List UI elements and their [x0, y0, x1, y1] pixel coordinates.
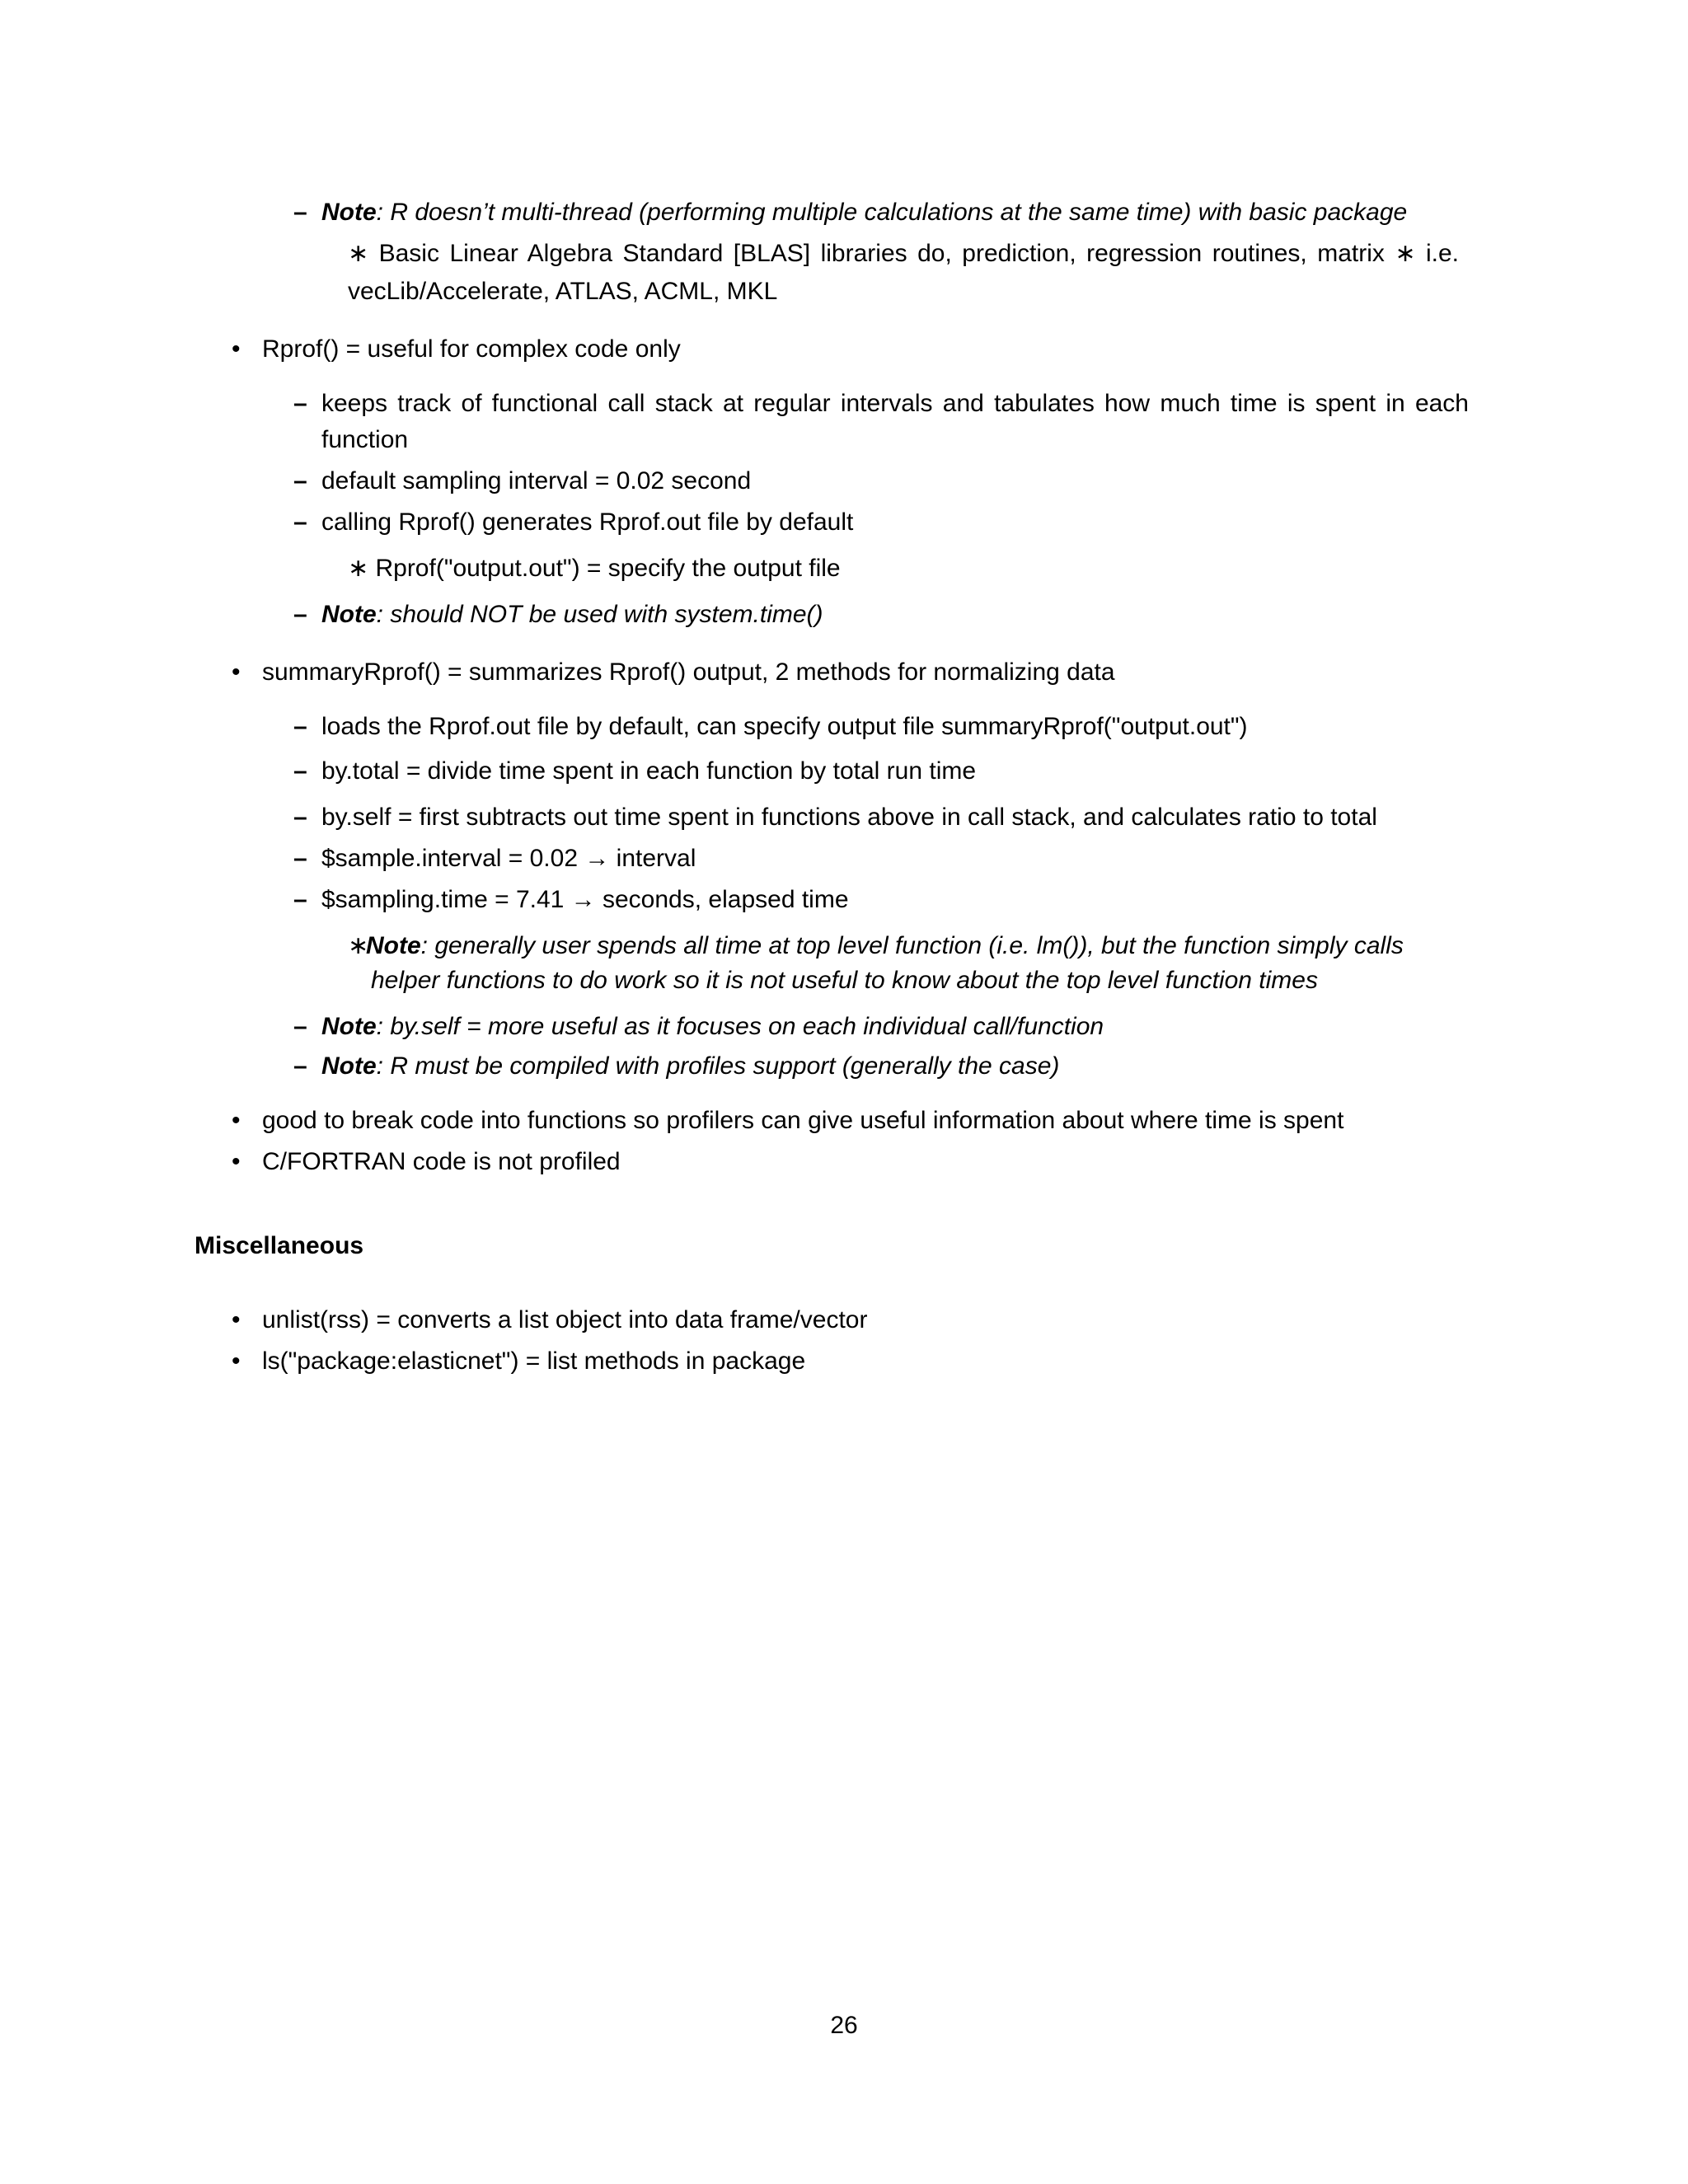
summary-sub5: $sampling.time = 7.41 → seconds, elapsed time: [321, 886, 849, 913]
rprof-note: [321, 600, 823, 630]
list-item: good to break code into functions so profilers can give useful information about where time is spent: [262, 1107, 1344, 1134]
dash-marker: –: [293, 757, 307, 785]
list-item: ls("package:elasticnet") = list methods in package: [262, 1347, 806, 1375]
dash-marker: –: [293, 509, 307, 536]
rprof-bullet: Rprof() = useful for complex code only: [262, 335, 681, 363]
list-item: C/FORTRAN code is not profiled: [262, 1148, 621, 1175]
note-label: Note: [321, 1052, 377, 1080]
dash-marker: –: [293, 601, 307, 628]
rprof-sub2: default sampling interval = 0.02 second: [321, 467, 752, 494]
dash-marker: –: [293, 713, 307, 740]
note-label: Note: [321, 1013, 377, 1040]
rprof-sub3: calling Rprof() generates Rprof.out file by default: [321, 509, 854, 536]
bullet-marker: •: [232, 1148, 241, 1175]
blas-line-1: ∗ Basic Linear Algebra Standard [BLAS] libraries do, prediction, regression routines, matrix ∗ i.e.: [348, 240, 1459, 267]
dash-marker: –: [293, 1013, 307, 1040]
note-text: : R must be compiled with profiles support (generally the case): [376, 1052, 1060, 1080]
dash-marker: –: [293, 390, 307, 417]
bullet-marker: •: [232, 1306, 241, 1333]
rprof-sub3-star: ∗ Rprof("output.out") = specify the output file: [348, 555, 841, 582]
summary-star-line2: helper functions to do work so it is not useful to know about the top level function times: [371, 967, 1318, 994]
dash-marker: –: [293, 845, 307, 872]
rprof-sub1-line2: function: [321, 426, 409, 453]
summary-note-1: [321, 1012, 1104, 1042]
dash-marker: –: [293, 199, 307, 226]
list-item: unlist(rss) = converts a list object into data frame/vector: [262, 1306, 868, 1333]
summary-bullet: summaryRprof() = summarizes Rprof() output, 2 methods for normalizing data: [262, 658, 1115, 686]
dash-marker: –: [293, 886, 307, 913]
dash-marker: –: [293, 1052, 307, 1080]
note-text: : should NOT be used with system.time(): [376, 601, 823, 628]
note-label: Note: [321, 601, 377, 628]
summary-sub3: by.self = first subtracts out time spent in functions above in call stack, and calculates ratio to total: [321, 804, 1377, 831]
note-text: : by.self = more useful as it focuses on each individual call/function: [376, 1013, 1104, 1040]
rprof-sub1-line1: keeps track of functional call stack at regular intervals and tabulates how much time is spent in each: [321, 390, 1469, 417]
summary-sub4: $sample.interval = 0.02 → interval: [321, 845, 696, 872]
bullet-marker: •: [232, 1107, 241, 1134]
bullet-marker: •: [232, 335, 241, 363]
bullet-marker: •: [232, 658, 241, 686]
dash-marker: –: [293, 467, 307, 494]
note-label: Note: [321, 199, 377, 226]
top-note: [321, 198, 1407, 227]
summary-star-line1: [366, 931, 1404, 961]
bullet-marker: •: [232, 1347, 241, 1375]
note-label: Note: [366, 932, 421, 959]
summary-sub1: loads the Rprof.out file by default, can specify output file summaryRprof("output.out"): [321, 713, 1248, 740]
note-text: : R doesn’t multi-thread (performing multiple calculations at the same time) with basic package: [376, 199, 1408, 226]
note-text: : generally user spends all time at top level function (i.e. lm()), but the function simply calls: [420, 932, 1404, 959]
blas-line-2: vecLib/Accelerate, ATLAS, ACML, MKL: [348, 278, 778, 305]
star-marker: ∗: [348, 932, 369, 959]
dash-marker: –: [293, 804, 307, 831]
section-heading: Miscellaneous: [195, 1232, 364, 1259]
page-number: 26: [830, 2012, 858, 2039]
summary-note-2: [321, 1052, 1059, 1081]
summary-sub2: by.total = divide time spent in each function by total run time: [321, 757, 977, 785]
